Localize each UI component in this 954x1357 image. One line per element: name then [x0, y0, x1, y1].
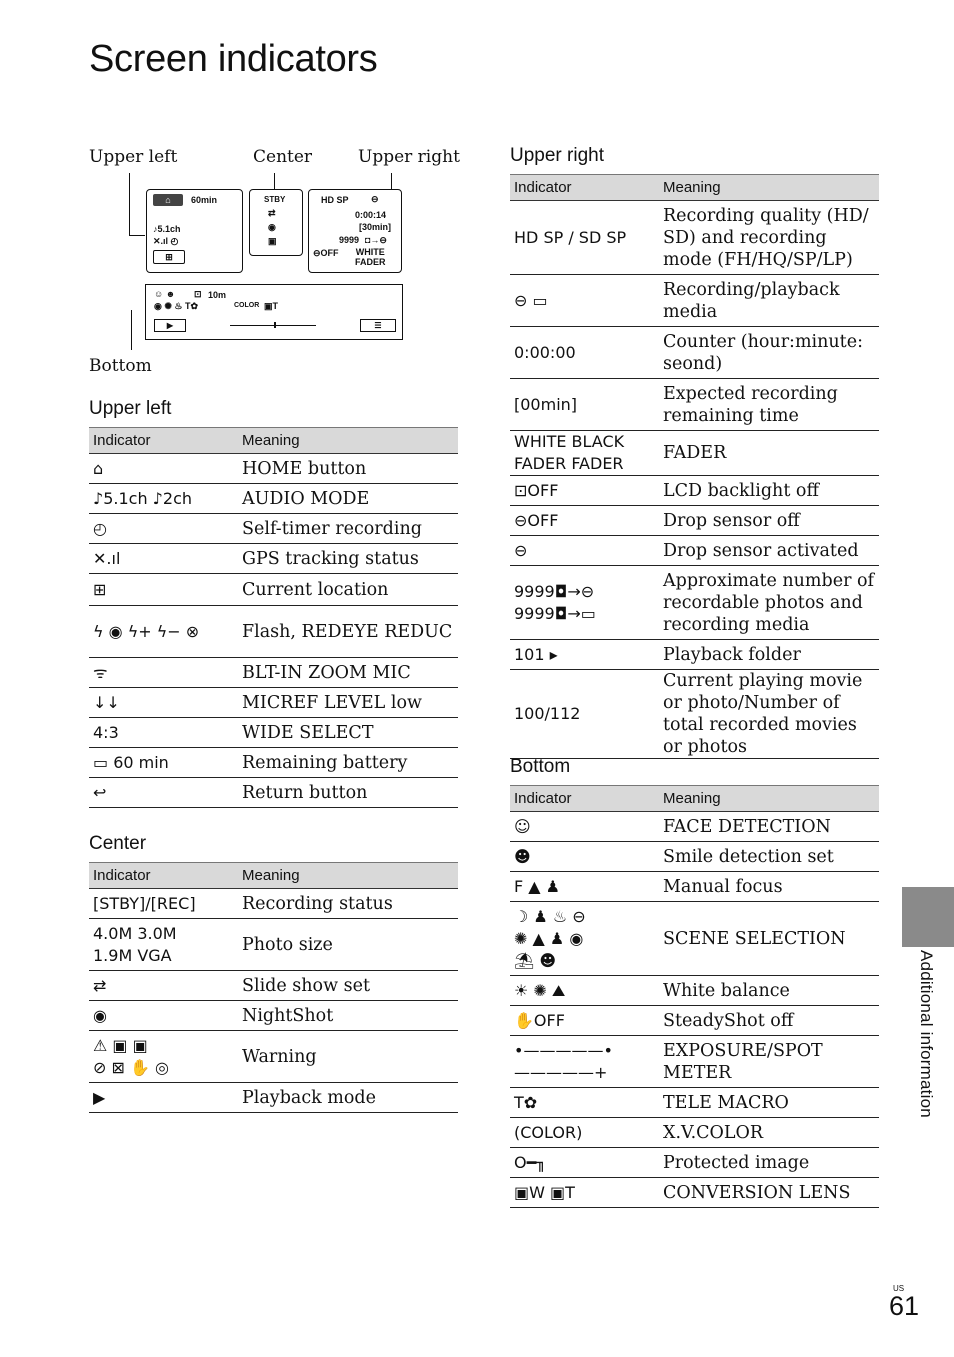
indicator-cell: [00min]	[510, 379, 659, 431]
indicator-cell: ↩	[89, 778, 238, 808]
indicator-cell: ⊞	[89, 574, 238, 606]
table-row	[89, 514, 458, 544]
indicator-cell: ▭ 60 min	[89, 748, 238, 778]
drop-sensor-icon: ⊖OFF	[313, 248, 339, 258]
meaning-cell: Warning	[238, 1031, 458, 1083]
audio-readout: ♪5.1ch	[153, 224, 181, 234]
meaning-cell: WIDE SELECT	[238, 718, 458, 748]
screen-diagram	[89, 145, 459, 380]
nightshot-icon: ◉	[268, 222, 276, 232]
indicator-cell: [STBY]/[REC]	[89, 889, 238, 919]
indicator-cell: ⚠ ▣ ▣ ⊘ ⊠ ✋ ◎	[89, 1031, 238, 1083]
side-label: Additional information	[917, 950, 936, 1118]
region-code: US	[893, 1284, 905, 1293]
meaning-cell: Recording/playback media	[659, 275, 879, 327]
bottom-time-readout: 10m	[208, 290, 227, 300]
indicator-cell: ⊡OFF	[510, 476, 659, 506]
indicator-cell: ↓↓	[89, 688, 238, 718]
indicator-cell: ▶	[89, 1083, 238, 1113]
menu-icon: ☰	[360, 319, 396, 332]
table-row	[510, 1148, 879, 1178]
label-upper-right: Upper right	[358, 147, 460, 167]
meaning-cell: Self-timer recording	[238, 514, 458, 544]
indicator-cell: ◉	[89, 1001, 238, 1031]
table-row	[510, 976, 879, 1006]
indicator-cell: 4:3	[89, 718, 238, 748]
meaning-cell: Protected image	[659, 1148, 879, 1178]
upper-left-screen	[146, 189, 243, 273]
col-meaning: Meaning	[659, 175, 879, 201]
table-row	[89, 658, 458, 688]
meaning-cell: Return button	[238, 778, 458, 808]
location-icon: ⊞	[153, 250, 185, 264]
col-indicator: Indicator	[510, 786, 659, 812]
indicator-cell: HD SP / SD SP	[510, 201, 659, 275]
conversion-icon: ▣T	[264, 301, 279, 311]
indicator-cell: T✿	[510, 1088, 659, 1118]
table-row	[510, 902, 879, 976]
meaning-cell: SCENE SELECTION	[659, 902, 879, 976]
meaning-cell: Flash, REDEYE REDUC	[238, 606, 458, 658]
table-row	[510, 566, 879, 640]
table-row	[89, 688, 458, 718]
label-upper-left: Upper left	[89, 147, 178, 167]
face-icon: ☺ ☻	[154, 289, 176, 299]
meaning-cell: X.V.COLOR	[659, 1118, 879, 1148]
home-icon: ⌂	[153, 194, 183, 206]
indicator-cell: ✋OFF	[510, 1006, 659, 1036]
section-title-bottom: Bottom	[510, 756, 571, 777]
section-title-center: Center	[89, 833, 147, 854]
meaning-cell: TELE MACRO	[659, 1088, 879, 1118]
meaning-cell: Smile detection set	[659, 842, 879, 872]
table-row	[89, 919, 458, 971]
table-row	[510, 1006, 879, 1036]
table-row	[510, 275, 879, 327]
meaning-cell: Current playing movie or photo/Number of total recorded movies or photos	[659, 670, 879, 759]
table-row	[510, 1088, 879, 1118]
indicator-cell: ϟ ◉ ϟ+ ϟ− ⊗	[89, 606, 238, 658]
quality-readout: HD SP	[321, 195, 349, 205]
label-bottom: Bottom	[89, 356, 152, 376]
battery-readout: 60min	[191, 195, 218, 205]
section-title-upper-right: Upper right	[510, 145, 604, 166]
stby-readout: STBY	[264, 195, 286, 204]
table-row	[89, 454, 458, 484]
meaning-cell: Manual focus	[659, 872, 879, 902]
indicator-cell: ☽ ♟ ♨ ⊖ ✺ ▲ ♟ ◉ ⛱ ☻	[510, 902, 659, 976]
table-row	[89, 1001, 458, 1031]
meaning-cell: Recording status	[238, 889, 458, 919]
meaning-cell: Expected recording remaining time	[659, 379, 879, 431]
page-number: 61	[889, 1291, 920, 1321]
label-center: Center	[253, 147, 313, 167]
exposure-meter	[230, 325, 316, 326]
meaning-cell: MICREF LEVEL low	[238, 688, 458, 718]
indicator-cell: 101 ▸	[510, 640, 659, 670]
meaning-cell: Playback mode	[238, 1083, 458, 1113]
meaning-cell: SteadyShot off	[659, 1006, 879, 1036]
upper-right-table	[510, 174, 879, 759]
photos-readout: 9999	[339, 235, 360, 245]
color-readout: COLOR	[234, 302, 260, 309]
indicator-cell: ⊖ ▭	[510, 275, 659, 327]
indicator-cell: ⇄	[89, 971, 238, 1001]
bottom-screen	[145, 284, 403, 340]
meaning-cell: Recording quality (HD/ SD) and recording mode (FH/HQ/SP/LP)	[659, 201, 879, 275]
meaning-cell: BLT-IN ZOOM MIC	[238, 658, 458, 688]
col-meaning: Meaning	[659, 786, 879, 812]
gps-icon: ✕.ıl ◴	[153, 236, 179, 246]
playback-icon: ▶	[154, 319, 186, 332]
meaning-cell: EXPOSURE/SPOT METER	[659, 1036, 879, 1088]
meaning-cell: Drop sensor activated	[659, 536, 879, 566]
table-row	[510, 842, 879, 872]
meaning-cell: FADER	[659, 431, 879, 476]
table-row	[89, 1031, 458, 1083]
col-meaning: Meaning	[238, 863, 458, 889]
indicator-cell: ☺	[510, 812, 659, 842]
indicator-cell: ▣W ▣T	[510, 1178, 659, 1208]
meaning-cell: GPS tracking status	[238, 544, 458, 574]
table-row	[510, 1178, 879, 1208]
warning-icon: ▣	[268, 236, 277, 246]
table-row	[510, 201, 879, 275]
meaning-cell: FACE DETECTION	[659, 812, 879, 842]
indicator-cell: (COLOR)	[510, 1118, 659, 1148]
remaining-readout: [30min]	[359, 222, 392, 232]
photo-media-icon: ◘→⊖	[365, 235, 387, 245]
meaning-cell: Playback folder	[659, 640, 879, 670]
meaning-cell: Remaining battery	[238, 748, 458, 778]
table-row	[510, 640, 879, 670]
indicator-cell: ✕.ıl	[89, 544, 238, 574]
indicator-cell: 0:00:00	[510, 327, 659, 379]
table-row	[89, 748, 458, 778]
table-row	[510, 379, 879, 431]
indicator-cell: O━╖	[510, 1148, 659, 1178]
indicator-cell: •—————•—————+	[510, 1036, 659, 1088]
indicator-cell: 4.0M 3.0M 1.9M VGA	[89, 919, 238, 971]
indicator-cell: ♪5.1ch ♪2ch	[89, 484, 238, 514]
meaning-cell: CONVERSION LENS	[659, 1178, 879, 1208]
indicator-cell: WHITE BLACK FADER FADER	[510, 431, 659, 476]
table-row	[510, 536, 879, 566]
table-row	[510, 476, 879, 506]
table-row	[89, 889, 458, 919]
center-screen	[249, 189, 303, 256]
slideshow-icon: ⇄	[268, 208, 276, 218]
table-row	[510, 1118, 879, 1148]
table-row	[89, 778, 458, 808]
fader-readout: WHITE FADER	[355, 247, 386, 267]
table-row	[89, 971, 458, 1001]
meaning-cell: Slide show set	[238, 971, 458, 1001]
section-title-upper-left: Upper left	[89, 398, 172, 419]
indicator-cell: ☻	[510, 842, 659, 872]
meaning-cell: Current location	[238, 574, 458, 606]
col-indicator: Indicator	[89, 863, 238, 889]
meaning-cell: HOME button	[238, 454, 458, 484]
meaning-cell: Approximate number of recordable photos and recording media	[659, 566, 879, 640]
indicator-cell: ◴	[89, 514, 238, 544]
table-row	[510, 327, 879, 379]
indicator-cell: 100/112	[510, 670, 659, 759]
indicator-cell: 9999◘→⊖ 9999◘→▭	[510, 566, 659, 640]
meaning-cell: NightShot	[238, 1001, 458, 1031]
table-row	[510, 812, 879, 842]
media-icon: ⊖	[371, 194, 379, 204]
indicator-cell: ⊖OFF	[510, 506, 659, 536]
table-row	[510, 431, 879, 476]
table-row	[89, 1083, 458, 1113]
table-row	[89, 544, 458, 574]
meaning-cell: AUDIO MODE	[238, 484, 458, 514]
table-row	[89, 574, 458, 606]
table-row	[510, 1036, 879, 1088]
table-row	[510, 872, 879, 902]
upper-left-table	[89, 427, 458, 808]
col-indicator: Indicator	[89, 428, 238, 454]
indicator-cell: ᯤ	[89, 658, 238, 688]
bottom-table	[510, 785, 879, 1208]
meaning-cell: White balance	[659, 976, 879, 1006]
table-row	[510, 670, 879, 759]
counter-readout: 0:00:14	[355, 210, 387, 220]
col-meaning: Meaning	[238, 428, 458, 454]
upper-right-screen	[308, 189, 402, 273]
indicator-cell: F ▲ ♟	[510, 872, 659, 902]
table-row	[510, 506, 879, 536]
section-tab	[902, 887, 954, 947]
table-row	[89, 718, 458, 748]
meaning-cell: LCD backlight off	[659, 476, 879, 506]
table-row	[89, 606, 458, 658]
indicator-cell: ⊖	[510, 536, 659, 566]
center-table	[89, 862, 458, 1113]
indicator-cell: ☀ ✺ ⛰	[510, 976, 659, 1006]
time-icon: ⊡	[194, 289, 202, 299]
scene-icon: ◉ ✺ ♨ T✿	[154, 301, 199, 311]
col-indicator: Indicator	[510, 175, 659, 201]
meaning-cell: Drop sensor off	[659, 506, 879, 536]
page-title: Screen indicators	[89, 38, 378, 80]
table-row	[89, 484, 458, 514]
indicator-cell: ⌂	[89, 454, 238, 484]
meaning-cell: Photo size	[238, 919, 458, 971]
meaning-cell: Counter (hour:minute: seond)	[659, 327, 879, 379]
